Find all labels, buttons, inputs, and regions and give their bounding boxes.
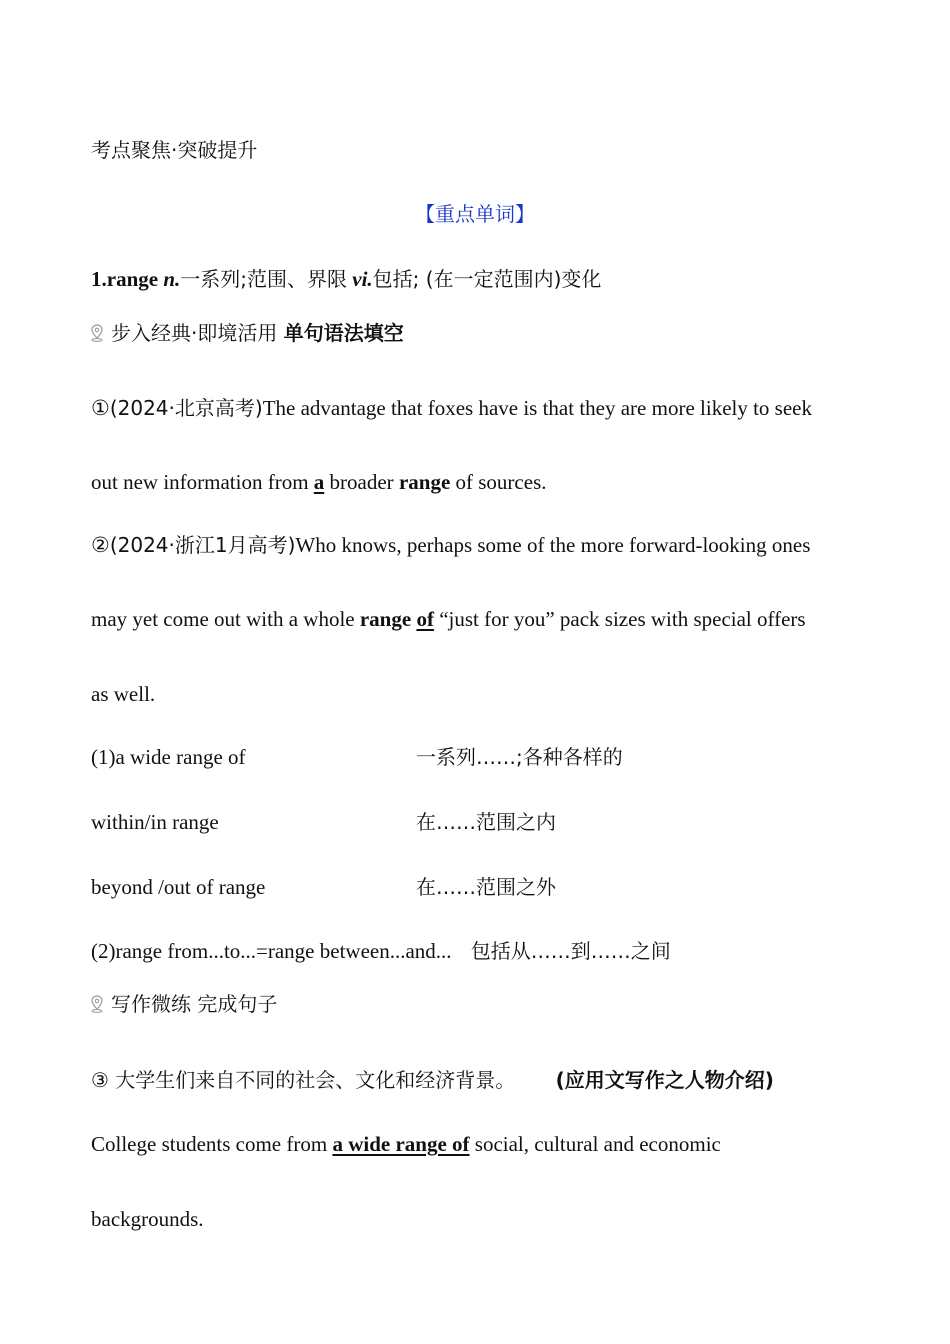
location-pin-icon <box>91 992 103 1020</box>
phrase-en: (2)range from...to...=range between...and... <box>91 939 452 963</box>
section-heading: 【重点单词】 <box>415 202 535 226</box>
practice-heading-1 <box>91 319 404 349</box>
example-2-line-2 <box>91 605 806 633</box>
example-3-answer: a wide range of <box>332 1132 470 1156</box>
location-pin-icon <box>91 321 103 349</box>
example-2-text-a: Who knows, perhaps some of the more forward-looking ones <box>295 533 811 557</box>
example-2-line-1 <box>91 531 810 559</box>
example-2-marker: ② <box>91 533 110 557</box>
phrase-en: beyond /out of range <box>91 875 266 899</box>
meaning-noun: 一系列;范围、界限 <box>180 267 348 291</box>
example-3-line-2: backgrounds. <box>91 1207 204 1231</box>
example-2-blank: of <box>416 607 434 631</box>
example-3-line-1 <box>91 1130 721 1158</box>
phrase-row <box>91 743 623 771</box>
phrase-row <box>91 808 556 836</box>
example-2-text-c: “just for you” pack sizes with special offers <box>433 607 806 631</box>
example-1-line-2 <box>91 468 547 496</box>
example-3-text-b: social, cultural and economic <box>469 1132 721 1156</box>
example-1-marker: ① <box>91 396 110 420</box>
example-1-line-1 <box>91 394 812 422</box>
example-3-zh: 大学生们来自不同的社会、文化和经济背景。 <box>115 1068 516 1092</box>
phrase-zh: 一系列……;各种各样的 <box>416 745 623 769</box>
entry-word: 1.range <box>91 267 159 291</box>
example-1-text-d: of sources. <box>450 470 547 494</box>
example-3-text-a: College students come from <box>91 1132 333 1156</box>
phrase-row <box>91 937 671 965</box>
practice-label-2: 写作微练 <box>111 992 191 1016</box>
practice-task-2: 完成句子 <box>197 992 278 1016</box>
phrase-en: (1)a wide range of <box>91 745 246 769</box>
phrase-zh: 在……范围之内 <box>416 810 556 834</box>
phrase-zh: 包括从……到……之间 <box>470 939 671 963</box>
example-2-key: range <box>359 607 412 631</box>
example-1-text-a: The advantage that foxes have is that they are more likely to seek <box>262 396 812 420</box>
example-1-text-b: out new information from <box>91 470 314 494</box>
pos-noun: n. <box>163 267 181 291</box>
example-1-blank: a <box>313 470 325 494</box>
meaning-verb: 包括; (在一定范围内)变化 <box>372 267 602 291</box>
example-1-key: range <box>398 470 451 494</box>
example-1-source: (2024·北京高考) <box>109 396 263 420</box>
pos-verb: vi. <box>352 267 373 291</box>
phrase-row <box>91 873 556 901</box>
example-3-marker: ③ <box>91 1068 109 1092</box>
example-3-tag: (应用文写作之人物介绍) <box>555 1068 774 1092</box>
example-2-source: (2024·浙江1月高考) <box>109 533 296 557</box>
example-2-text-b: may yet come out with a whole <box>91 607 360 631</box>
example-2-line-3: as well. <box>91 682 156 706</box>
example-1-text-c: broader <box>324 470 399 494</box>
section-title: 考点聚焦·突破提升 <box>91 138 258 162</box>
practice-heading-2 <box>91 990 277 1020</box>
practice-label-1: 步入经典·即境活用 <box>111 321 278 345</box>
vocab-entry <box>91 265 601 293</box>
practice-task-1: 单句语法填空 <box>283 321 404 345</box>
phrase-zh: 在……范围之外 <box>416 875 556 899</box>
example-3-prompt <box>91 1066 774 1094</box>
phrase-en: within/in range <box>91 810 219 834</box>
